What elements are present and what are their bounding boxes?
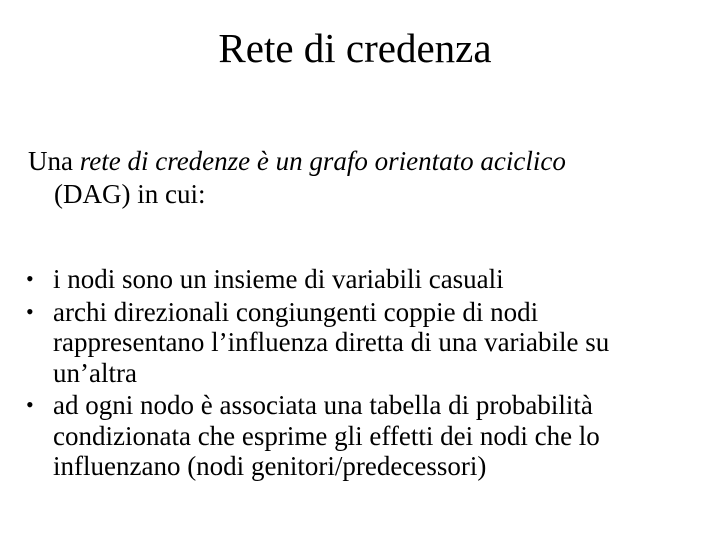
bullet-dot-icon: •	[26, 392, 34, 417]
bullet-line: influenzano (nodi genitori/predecessori)	[53, 451, 487, 481]
bullet-line: rappresentano l’influenza diretta di una variabile su	[53, 327, 610, 357]
bullet-dot-icon: •	[26, 266, 34, 291]
bullet-dot-icon: •	[26, 298, 34, 324]
slide-title: Rete di credenza	[218, 25, 492, 71]
bullet-line: i nodi sono un insieme di variabili casuali	[53, 264, 504, 294]
bullet-line: un’altra	[53, 357, 137, 388]
bullet-list	[0, 264, 720, 482]
intro-line-1	[28, 145, 708, 178]
intro-paragraph	[28, 145, 708, 211]
bullet-line: archi direzionali congiungenti coppie di nodi	[53, 296, 539, 327]
bullet-line: ad ogni nodo è associata una tabella di probabilità	[53, 390, 593, 420]
intro-emphasis: rete di credenze è un grafo orientato aciclico	[79, 146, 566, 176]
intro-continuation: (DAG) in cui:	[54, 179, 206, 209]
bullet-item	[0, 264, 720, 295]
bullet-line: condizionata che esprime gli effetti dei nodi che lo	[53, 420, 600, 451]
intro-prefix: Una	[28, 146, 80, 176]
bullet-item	[0, 297, 720, 389]
bullet-item	[0, 390, 720, 482]
